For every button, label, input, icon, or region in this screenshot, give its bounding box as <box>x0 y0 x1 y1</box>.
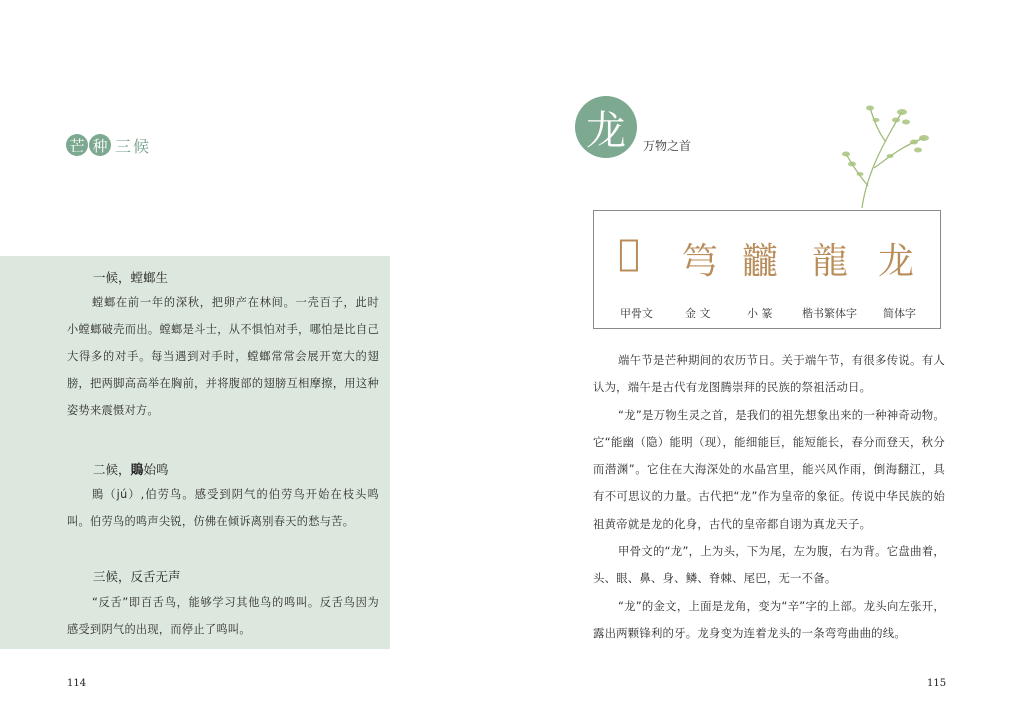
glyph-oracle: 𢑺 <box>618 233 640 274</box>
page-number-left: 114 <box>67 678 87 689</box>
section-text-2: 鵙（jú）,伯劳鸟。感受到阴气的伯劳鸟开始在枝头鸣叫。伯劳鸟的鸣声尖锐，仿佛在倾诉离别春天的愁与苦。 <box>67 488 379 528</box>
paragraph-1: 端午节是芒种期间的农历节日。关于端午节，有很多传说。有人认为，端午是古代有龙图腾崇拜的民族的祭祖活动日。 <box>593 353 945 395</box>
paragraph-2: “龙”是万物生灵之首，是我们的祖先想象出来的一种神奇动物。它“能幽（隐）能明（现），能细能巨，能短能长，春分而登天，秋分而潜渊”。它住在大海深处的水晶宫里，能兴风作雨，倒海翻江，具有不可思议的力量。古代把“龙”作为皇帝的象征。传说中华民族的始祖黄帝就是龙的化身，古代的皇帝都自诩为真龙天子。 <box>593 407 945 531</box>
label-seal: 小 篆 <box>747 307 773 320</box>
section-title-1: 一候，螳螂生 <box>93 270 169 285</box>
section-heading <box>66 132 151 158</box>
glyph-bronze: 𥫤 <box>682 241 719 282</box>
label-traditional: 楷书繁体字 <box>802 307 857 320</box>
section-title-2: 二候，鵙始鸣 <box>93 462 169 478</box>
section-text-3: “反舌”即百舌鸟，能够学习其他鸟的鸣叫。反舌鸟因为感受到阴气的出现，而停止了鸣叫。 <box>67 596 379 636</box>
dragon-subtitle: 万物之首 <box>643 139 692 153</box>
heading-circle-1: 芒 <box>66 134 88 156</box>
plant-sprig-icon <box>840 98 930 213</box>
page-number-right: 115 <box>927 678 947 689</box>
label-bronze: 金 文 <box>685 307 711 320</box>
heading-rest: 三候 <box>115 136 152 156</box>
section-text-1: 螳螂在前一年的深秋，把卵产在林间。一壳百子，此时小螳螂破壳而出。螳螂是斗士，从不惧怕对手，哪怕是比自己大得多的对手。每当遇到对手时，螳螂常常会展开宽大的翅膀，把两脚高高举在胸前，并将腹部的翅膀互相摩擦，用这种姿势来震慑对方。 <box>67 296 379 417</box>
label-oracle: 甲骨文 <box>620 307 653 320</box>
label-simplified: 简体字 <box>883 307 916 320</box>
glyph-seal: 龖 <box>742 241 779 282</box>
heading-circle-2: 种 <box>89 134 111 156</box>
right-body-text <box>593 347 945 647</box>
script-evolution-frame <box>593 210 941 329</box>
dragon-title-circle: 龙 <box>575 96 637 158</box>
glyph-simplified: 龙 <box>878 241 915 282</box>
paragraph-4: “龙”的金文，上面是龙角，变为“辛”字的上部。龙头向左张开，露出两颗锋利的牙。龙身变为连着龙头的一条弯弯曲曲的线。 <box>593 598 945 640</box>
glyph-traditional: 龍 <box>812 241 849 282</box>
paragraph-3: 甲骨文的“龙”，上为头，下为尾，左为腹，右为背。它盘曲着，头、眼、鼻、身、鳞、脊棘、尾巴，无一不备。 <box>593 544 945 586</box>
section-title-3: 三候，反舌无声 <box>93 569 181 584</box>
